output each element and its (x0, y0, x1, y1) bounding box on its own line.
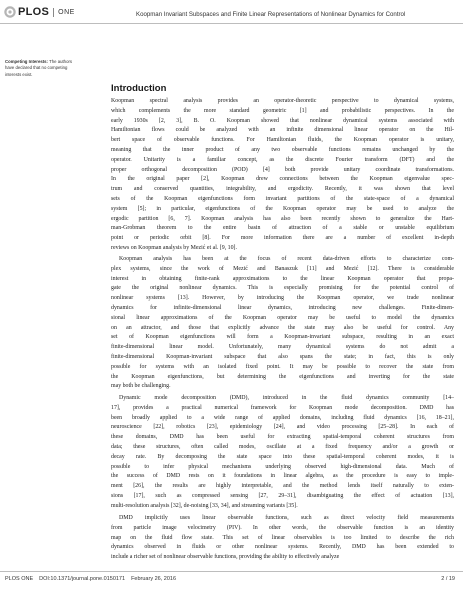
paragraph-1 (111, 97, 454, 254)
text-line: point or periodic orbit [8]. For more information there are a number of excellent in-depth (111, 235, 454, 242)
logo-divider (53, 8, 54, 17)
footer-divider (0, 571, 463, 572)
section-heading: Introduction (111, 83, 167, 94)
text-line: bert space of observable functions. For Hamiltonian fluids, the Koopman operator is unitary, (111, 137, 454, 144)
text-line: which complements the more standard geometric [1] and probabilistic perspectives. In the (111, 107, 454, 114)
text-line: In the original paper [2], Koopman drew connections between the Koopman eigenvalue spec- (111, 176, 454, 183)
running-title: Koopman Invariant Subspaces and Finite Linear Representations of Nonlinear Dynamics for Control (136, 11, 406, 18)
footer-date: February 26, 2016 (131, 576, 177, 582)
text-line: may both be challenging. (111, 383, 171, 390)
text-line: data; these structures, often called modes, oscillate at a fixed frequency and/or a growth or (111, 443, 454, 450)
header-divider (0, 23, 463, 24)
paragraph-3 (111, 394, 454, 512)
page-header (0, 0, 463, 28)
footer-journal: PLOS ONE (5, 576, 34, 582)
text-line: interest in obtaining finite-rank approximations to the linear Koopman operator that propa- (111, 275, 454, 282)
text-line: reviews on Koopman analysis by Mezić et al. [9, 10]. (111, 244, 237, 251)
text-line: dynamics for infinite-dimensional linear dynamics, introducing new challenges. Finite-dimen- (111, 304, 454, 311)
journal-logo (4, 6, 75, 18)
footer-doi: DOI:10.1371/journal.pone.0150171 (39, 576, 126, 582)
text-line: the success of DMD rests on it foundations in linear algebra, as the procedure is easy to imple- (111, 473, 454, 480)
text-line: 17], provides a practical numerical framework for Koopman mode decomposition. DMD has (111, 404, 454, 411)
text-line: from particle image velocimetry (PIV). In other words, the observable function is an identity (111, 524, 454, 531)
text-line: map on the fluid flow state. This set of linear observables is too limited to describe the rich (111, 534, 454, 541)
text-line: ment [26], the results are highly interpretable, and the method lends itself naturally to exten- (111, 483, 454, 490)
text-line: meaning that the inner product of any two observable functions remains unchanged by the (111, 146, 454, 153)
journal-logo-suffix: ONE (58, 8, 75, 16)
text-line: ergodic partition [6, 7]. Koopman analysis has also been recently shown to generalize the Hart- (111, 215, 454, 222)
text-line: system [5]; in particular, eigenfunctions of the Koopman operator may be used to analyze the (111, 205, 454, 212)
text-line: Koopman analysis has been at the focus of recent data-driven efforts to characterize com- (119, 256, 454, 262)
text-line: these domains, DMD has been useful for extracting spatial-temporal coherent structures from (111, 434, 454, 441)
text-line: Hamiltonian flows could be analyzed with an infinite dimensional linear operator on the Hil- (111, 127, 454, 134)
text-line: decay rate. By decomposing the state space into these spatial-temporal coherent modes, it is (111, 453, 454, 460)
text-line: proper orthogonal decomposition (POD) [4] both provide unitary coordinate transformations. (111, 166, 454, 173)
text-line: multi-resolution analysis [32], de-noising [33, 34], and streaming variants [35]. (111, 502, 298, 509)
text-line: finite-dimensional linear model. Unfortunately, many dynamical systems do not admit a (111, 344, 454, 351)
paragraph-2 (111, 255, 454, 392)
competing-interests-label: Competing Interests: (5, 59, 48, 64)
text-line: the Koopman eigenfunctions, but determining the eigenfunctions and inverting for the state (111, 373, 454, 380)
text-line: Dynamic mode decomposition (DMD), introduced in the fluid dynamics community [14– (119, 395, 454, 401)
page-number: 2 / 19 (441, 576, 455, 582)
paragraph-4 (111, 514, 454, 563)
text-line: dynamics observed in fluids or other nonlinear systems. Recently, DMD has been extended to (111, 544, 454, 551)
text-line: sions [17], such as compressed sensing [27, 29–31], disambiguating the effect of actuation [13], (111, 492, 454, 499)
text-line: sional linear approximations of the Koopman operator may be useful to model the dynamics (111, 314, 454, 321)
text-line: trum and conserved quantities, integrability, and ergodicity. Recently, it was shown that level (111, 186, 454, 193)
text-line: include a richer set of nonlinear observable functions, providing the ability to effectively analyze (111, 554, 340, 561)
text-line: been broadly applied to a wide range of applied domains, including fluid dynamics [16, 18–21], (111, 414, 454, 421)
text-line: possible for systems with an isolated fixed point. It may be possible to recover the state from (111, 363, 454, 370)
text-line: gate the original nonlinear dynamics. This is especially promising for the potential control of (111, 285, 454, 292)
text-line: early 1930s [2, 3], B. O. Koopman showed that nonlinear dynamical systems associated with (111, 117, 454, 124)
text-line: neuroscience [22], robotics [23], epidemiology [24], and video processing [25–28]. In each of (111, 424, 454, 431)
text-line: plex systems, since the work of Mezić and Banaszuk [11] and Mezić [12]. There is considerable (111, 265, 454, 272)
text-line: on an attractor, and those that explicitly advance the state may also be useful for control. Any (111, 324, 454, 331)
competing-interests-text: The authors have declared that no competing interests exist. (5, 59, 73, 77)
text-line: possible to infer physical mechanisms underlying observed high-dimensional data. Much of (111, 463, 454, 470)
text-line: set of Koopman eigenfunctions will form a Koopman-invariant subspace, resulting in an exact (111, 334, 454, 341)
text-line: man-Grobman theorem to the entire basin of attraction of a stable or unstable equilibrium (111, 225, 454, 232)
plos-logo-icon (4, 6, 16, 18)
text-line: DMD implicitly uses linear observable functions, such as direct velocity field measurements (119, 515, 454, 521)
text-line: sets of the Koopman eigenfunctions form invariant partitions of the state-space of a dynamical (111, 195, 454, 202)
journal-logo-text: PLOS (18, 6, 50, 18)
text-line: operator. Unitarity is a familiar concept, as the discrete Fourier transform (DFT) and the (111, 156, 454, 163)
competing-interests-note (5, 59, 75, 78)
text-line: finite-dimensional Koopman-invariant subspace that also spans the state; in fact, this is only (111, 353, 454, 360)
text-line: nonlinear systems [13]. However, by introducing the Koopman operator, we trade nonlinear (111, 295, 454, 302)
page-footer (5, 576, 182, 582)
text-line: Koopman spectral analysis provides an operator-theoretic perspective to dynamical systems, (111, 98, 454, 104)
